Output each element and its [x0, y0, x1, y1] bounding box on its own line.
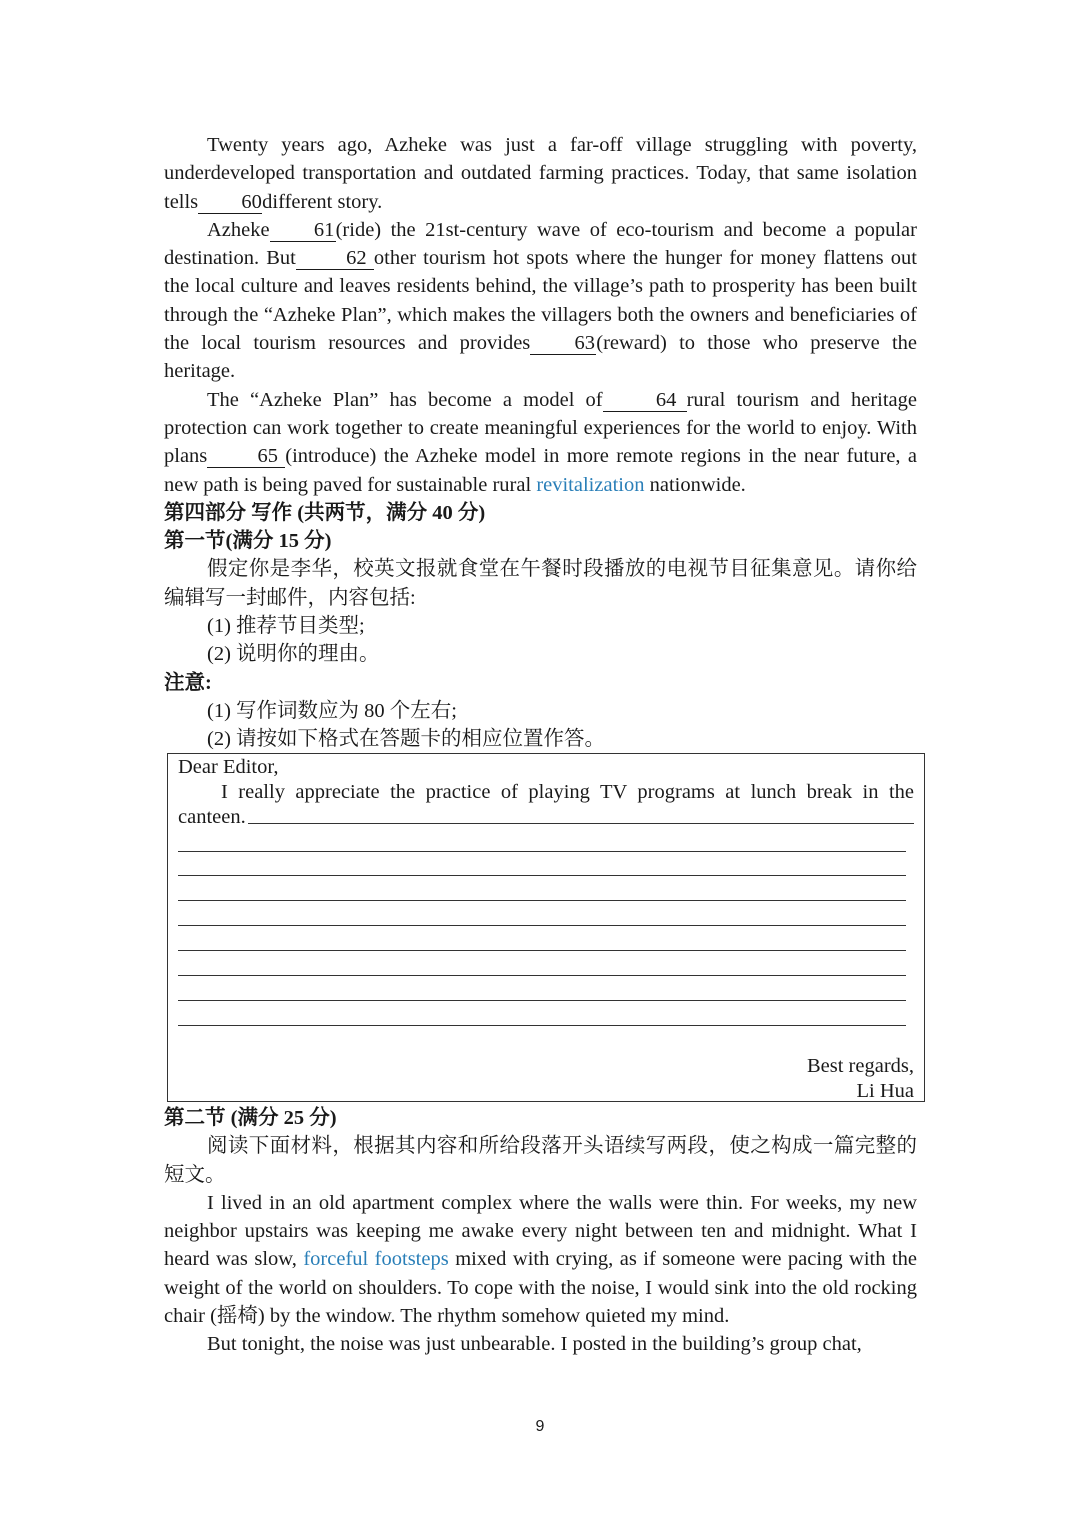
- requirement-item-1: (1) 推荐节目类型;: [207, 615, 365, 638]
- email-intro: I really appreciate the practice of playing TV programs at lunch break in the canteen.: [178, 781, 914, 828]
- passage-paragraph-1: [164, 131, 917, 216]
- blank-61[interactable]: 61: [270, 219, 336, 242]
- passage-text: nationwide.: [649, 473, 746, 496]
- passage-text: The “Azheke Plan” has become a model of: [207, 388, 603, 411]
- answer-line[interactable]: [178, 1025, 906, 1026]
- blank-63[interactable]: 63: [530, 332, 596, 355]
- section1-heading: 第一节(满分 15 分): [164, 530, 332, 553]
- passage-text: (reward) to those who preserve the heritage.: [164, 332, 917, 383]
- section2-content: [164, 1104, 917, 1359]
- answer-line[interactable]: [178, 975, 906, 976]
- passage-text: other tourism hot spots where the hunger for money flattens out the local culture and leaves residents behind, the village’s path to prosperity has been built through the “Azheke Plan”, which makes the villagers both the owners and beneficiaries of the local tourism resources and provides: [164, 247, 917, 355]
- answer-line[interactable]: [178, 1000, 906, 1001]
- passage-text: rural tourism and heritage protection can work together to create meaningful experiences for the world to enjoy. With plans: [164, 388, 917, 468]
- note-item-1: (1) 写作词数应为 80 个左右;: [207, 699, 457, 722]
- requirement-item-2: (2) 说明你的理由。: [207, 643, 380, 666]
- note-item-2: (2) 请按如下格式在答题卡的相应位置作答。: [207, 728, 606, 751]
- highlighted-phrase: forceful footsteps: [303, 1248, 449, 1271]
- answer-line[interactable]: [178, 875, 906, 876]
- answer-box: [167, 753, 925, 1102]
- story-text: I lived in an old apartment complex where the walls were thin. For weeks, my new neighbor upstairs was keeping me awake every night between ten and midnight. What I heard was slow,: [164, 1191, 917, 1271]
- passage-paragraph-2: [164, 216, 917, 386]
- answer-line[interactable]: [178, 925, 906, 926]
- section1-prompt: 假定你是李华，校英文报就食堂在午餐时段播放的电视节目征集意见。请你给编辑写一封邮件，内容包括:: [164, 558, 917, 609]
- section2-heading: 第二节 (满分 25 分): [164, 1107, 337, 1129]
- note-label: 注意:: [164, 671, 212, 694]
- section2-prompt: 阅读下面材料，根据其内容和所给段落开头语续写两段，使之构成一篇完整的短文。: [164, 1135, 917, 1186]
- answer-line[interactable]: [178, 950, 906, 951]
- page-number: 9: [535, 1418, 545, 1435]
- answer-line[interactable]: [248, 823, 914, 824]
- story-text: mixed with crying, as if someone were pacing with the weight of the world on shoulders. To cope with the noise, I would sink into the old rocking chair (摇椅) by the window. The rhythm somehow quieted my mind.: [164, 1248, 917, 1328]
- answer-line[interactable]: [178, 851, 906, 852]
- passage-text: different story.: [262, 190, 383, 213]
- blank-64[interactable]: 64: [603, 389, 687, 412]
- blank-60[interactable]: 60: [198, 191, 262, 214]
- highlighted-word: revitalization: [536, 473, 645, 496]
- email-signature: Li Hua: [856, 1080, 914, 1102]
- passage-text: Twenty years ago, Azheke was just a far-off village struggling with poverty, underdeveloped transportation and outdated farming practices. Today, that same isolation tells: [164, 134, 917, 213]
- passage-text: (ride) the 21st-century wave of eco-tourism and become a popular destination. But: [164, 218, 917, 270]
- story-paragraph-1: [164, 1189, 917, 1330]
- passage-text: Azheke: [207, 218, 270, 241]
- page-content: [164, 131, 917, 754]
- answer-line[interactable]: [178, 900, 906, 901]
- email-greeting: Dear Editor,: [178, 756, 279, 778]
- passage-paragraph-3: [164, 386, 917, 499]
- blank-65[interactable]: 65: [207, 445, 285, 468]
- passage-text: (introduce) the Azheke model in more remote regions in the near future, a new path is being paved for sustainable rural: [164, 445, 917, 496]
- blank-62[interactable]: 62: [296, 247, 374, 270]
- part4-heading: 第四部分 写作 (共两节，满分 40 分): [164, 501, 486, 524]
- story-paragraph-2: But tonight, the noise was just unbearable. I posted in the building’s group chat,: [207, 1333, 862, 1356]
- email-closing: Best regards,: [806, 1055, 914, 1077]
